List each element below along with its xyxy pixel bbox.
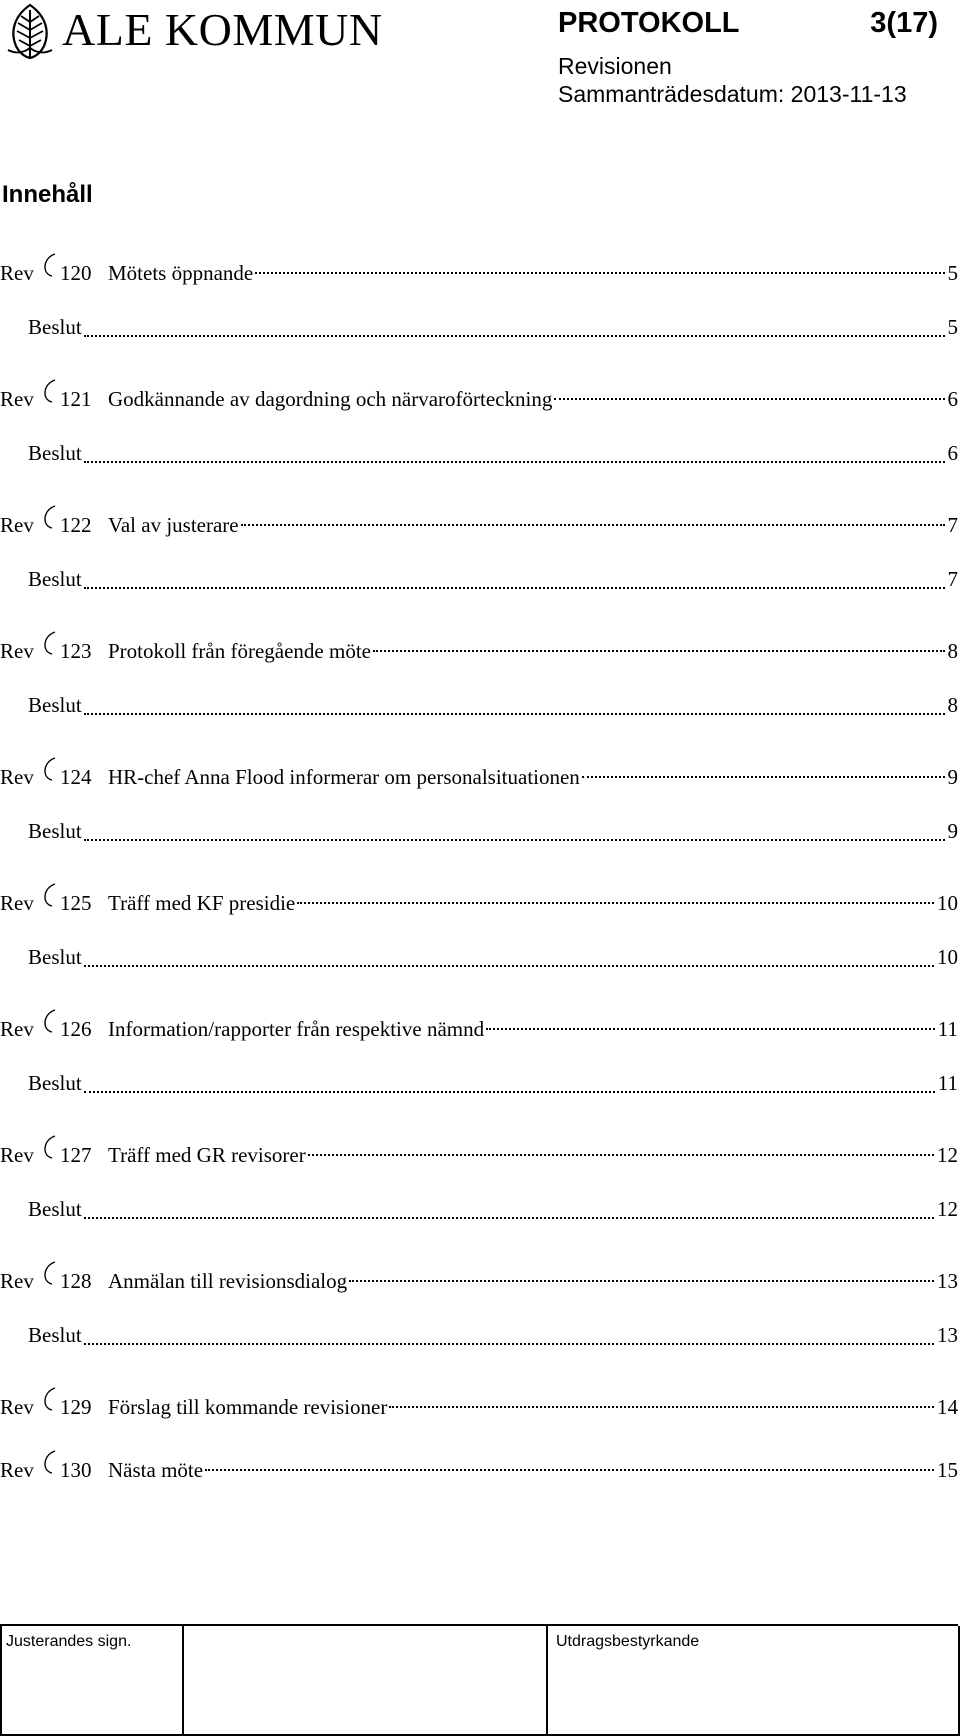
ale-kommun-leaf-logo-icon [4, 2, 56, 60]
dot-leader [255, 271, 944, 274]
toc-entry-page: 9 [947, 765, 958, 789]
toc-subentry-title: Beslut [28, 441, 82, 465]
toc-entry-page: 15 [937, 1458, 958, 1482]
toc-entry-rev-120[interactable] [0, 248, 958, 285]
dot-leader [84, 1090, 935, 1093]
dot-leader [486, 1027, 935, 1030]
dot-leader [84, 1342, 934, 1345]
toc-entry-rev-122[interactable] [0, 500, 958, 537]
signatures-label: Justerandes sign. [6, 1633, 132, 1650]
dot-leader [84, 712, 945, 715]
toc-subentry-beslut-120[interactable] [0, 311, 958, 343]
toc-entry-rev-121[interactable] [0, 374, 958, 411]
toc-subentry-beslut-127[interactable] [0, 1193, 958, 1225]
paragraph-mark-icon [40, 1004, 60, 1036]
toc-entry-title: Protokoll från föregående möte [108, 639, 371, 663]
toc-subentry-title: Beslut [28, 819, 82, 843]
toc-rev-label: Rev [0, 387, 34, 411]
paragraph-mark-icon [40, 248, 60, 280]
toc-subentry-page: 7 [947, 567, 958, 591]
toc-heading: Innehåll [2, 181, 93, 208]
toc-entry-number: 126 [60, 1017, 92, 1041]
org-name: ALE KOMMUN [62, 4, 383, 55]
paragraph-mark-icon [40, 752, 60, 784]
meeting-date: Sammanträdesdatum: 2013-11-13 [558, 81, 907, 107]
toc-subentry-title: Beslut [28, 693, 82, 717]
paragraph-mark-icon [40, 500, 60, 532]
dot-leader [84, 838, 945, 841]
toc-rev-label: Rev [0, 1143, 34, 1167]
toc-entry-page: 10 [937, 891, 958, 915]
dot-leader [349, 1279, 934, 1282]
toc-entry-title: Val av justerare [108, 513, 239, 537]
toc-subentry-title: Beslut [28, 945, 82, 969]
dot-leader [308, 1153, 934, 1156]
toc-entry-rev-123[interactable] [0, 626, 958, 663]
toc-entry-number: 130 [60, 1458, 92, 1482]
toc-entry-rev-130[interactable] [0, 1445, 958, 1482]
toc-subentry-beslut-121[interactable] [0, 437, 958, 469]
committee-name: Revisionen [558, 53, 672, 79]
toc-entry-page: 11 [937, 1017, 958, 1041]
page-header [0, 0, 960, 120]
toc-subentry-beslut-128[interactable] [0, 1319, 958, 1351]
toc-entry-page: 8 [947, 639, 958, 663]
dot-leader [297, 901, 934, 904]
toc-subentry-page: 8 [947, 693, 958, 717]
toc-entry-number: 128 [60, 1269, 92, 1293]
toc-subentry-page: 9 [947, 819, 958, 843]
toc-subentry-beslut-126[interactable] [0, 1067, 958, 1099]
toc-entry-number: 121 [60, 387, 92, 411]
paragraph-mark-icon [40, 1445, 60, 1477]
toc-subentry-title: Beslut [28, 1071, 82, 1095]
signature-box-2 [182, 1626, 548, 1736]
toc-rev-label: Rev [0, 639, 34, 663]
toc-entry-number: 129 [60, 1395, 92, 1419]
toc-rev-label: Rev [0, 1395, 34, 1419]
paragraph-mark-icon [40, 878, 60, 910]
toc-entry-number: 123 [60, 639, 92, 663]
paragraph-mark-icon [40, 1130, 60, 1162]
paragraph-mark-icon [40, 374, 60, 406]
toc-entry-number: 124 [60, 765, 92, 789]
toc-rev-label: Rev [0, 261, 34, 285]
toc-entry-number: 125 [60, 891, 92, 915]
toc-entry-rev-129[interactable] [0, 1382, 958, 1419]
toc-rev-label: Rev [0, 1017, 34, 1041]
toc-entry-page: 7 [947, 513, 958, 537]
toc-entry-title: Träff med KF presidie [108, 891, 296, 915]
page-footer [0, 1624, 960, 1736]
paragraph-mark-icon [40, 1256, 60, 1288]
toc-subentry-beslut-125[interactable] [0, 941, 958, 973]
toc-rev-label: Rev [0, 1269, 34, 1293]
toc-entry-rev-126[interactable] [0, 1004, 958, 1041]
toc-subentry-title: Beslut [28, 315, 82, 339]
dot-leader [389, 1405, 934, 1408]
toc-subentry-beslut-122[interactable] [0, 563, 958, 595]
dot-leader [84, 964, 934, 967]
toc-entry-rev-125[interactable] [0, 878, 958, 915]
toc-subentry-page: 10 [937, 945, 958, 969]
dot-leader [241, 523, 945, 526]
toc-subentry-page: 6 [947, 441, 958, 465]
dot-leader [84, 586, 945, 589]
toc-entry-page: 6 [947, 387, 958, 411]
toc-subentry-beslut-123[interactable] [0, 689, 958, 721]
dot-leader [554, 397, 944, 400]
dot-leader [84, 334, 945, 337]
toc-entry-title: Godkännande av dagordning och närvaroförteckning [108, 387, 553, 411]
dot-leader [84, 1216, 934, 1219]
document-type: PROTOKOLL [558, 7, 740, 39]
toc-rev-label: Rev [0, 1458, 34, 1482]
toc-subentry-page: 5 [947, 315, 958, 339]
extract-label: Utdragsbestyrkande [556, 1633, 700, 1650]
toc-entry-title: Träff med GR revisorer [108, 1143, 306, 1167]
toc-subentry-title: Beslut [28, 1323, 82, 1347]
page-number: 3(17) [870, 7, 938, 39]
toc-entry-title: Information/rapporter från respektive nämnd [108, 1017, 485, 1041]
toc-rev-label: Rev [0, 765, 34, 789]
toc-entry-title: Förslag till kommande revisioner [108, 1395, 388, 1419]
toc-entry-rev-127[interactable] [0, 1130, 958, 1167]
toc-rev-label: Rev [0, 891, 34, 915]
paragraph-mark-icon [40, 626, 60, 658]
dot-leader [582, 775, 945, 778]
toc-entry-page: 13 [937, 1269, 958, 1293]
toc-subentry-beslut-124[interactable] [0, 815, 958, 847]
toc-entry-rev-124[interactable] [0, 752, 958, 789]
toc-subentry-title: Beslut [28, 567, 82, 591]
dot-leader [205, 1468, 934, 1471]
paragraph-mark-icon [40, 1382, 60, 1414]
toc-entry-page: 14 [937, 1395, 958, 1419]
toc-entry-title: Anmälan till revisionsdialog [108, 1269, 348, 1293]
toc-entry-title: Mötets öppnande [108, 261, 254, 285]
toc-entry-title: Nästa möte [108, 1458, 204, 1482]
toc-entry-title: HR-chef Anna Flood informerar om personalsituationen [108, 765, 580, 789]
toc-subentry-page: 11 [937, 1071, 958, 1095]
toc-entry-page: 5 [947, 261, 958, 285]
toc-rev-label: Rev [0, 513, 34, 537]
dot-leader [373, 649, 945, 652]
toc-subentry-title: Beslut [28, 1197, 82, 1221]
toc-subentry-page: 12 [937, 1197, 958, 1221]
toc-entry-rev-128[interactable] [0, 1256, 958, 1293]
dot-leader [84, 460, 945, 463]
toc-entry-number: 120 [60, 261, 92, 285]
toc-entry-number: 122 [60, 513, 92, 537]
toc-entry-page: 12 [937, 1143, 958, 1167]
toc-subentry-page: 13 [937, 1323, 958, 1347]
toc-entry-number: 127 [60, 1143, 92, 1167]
